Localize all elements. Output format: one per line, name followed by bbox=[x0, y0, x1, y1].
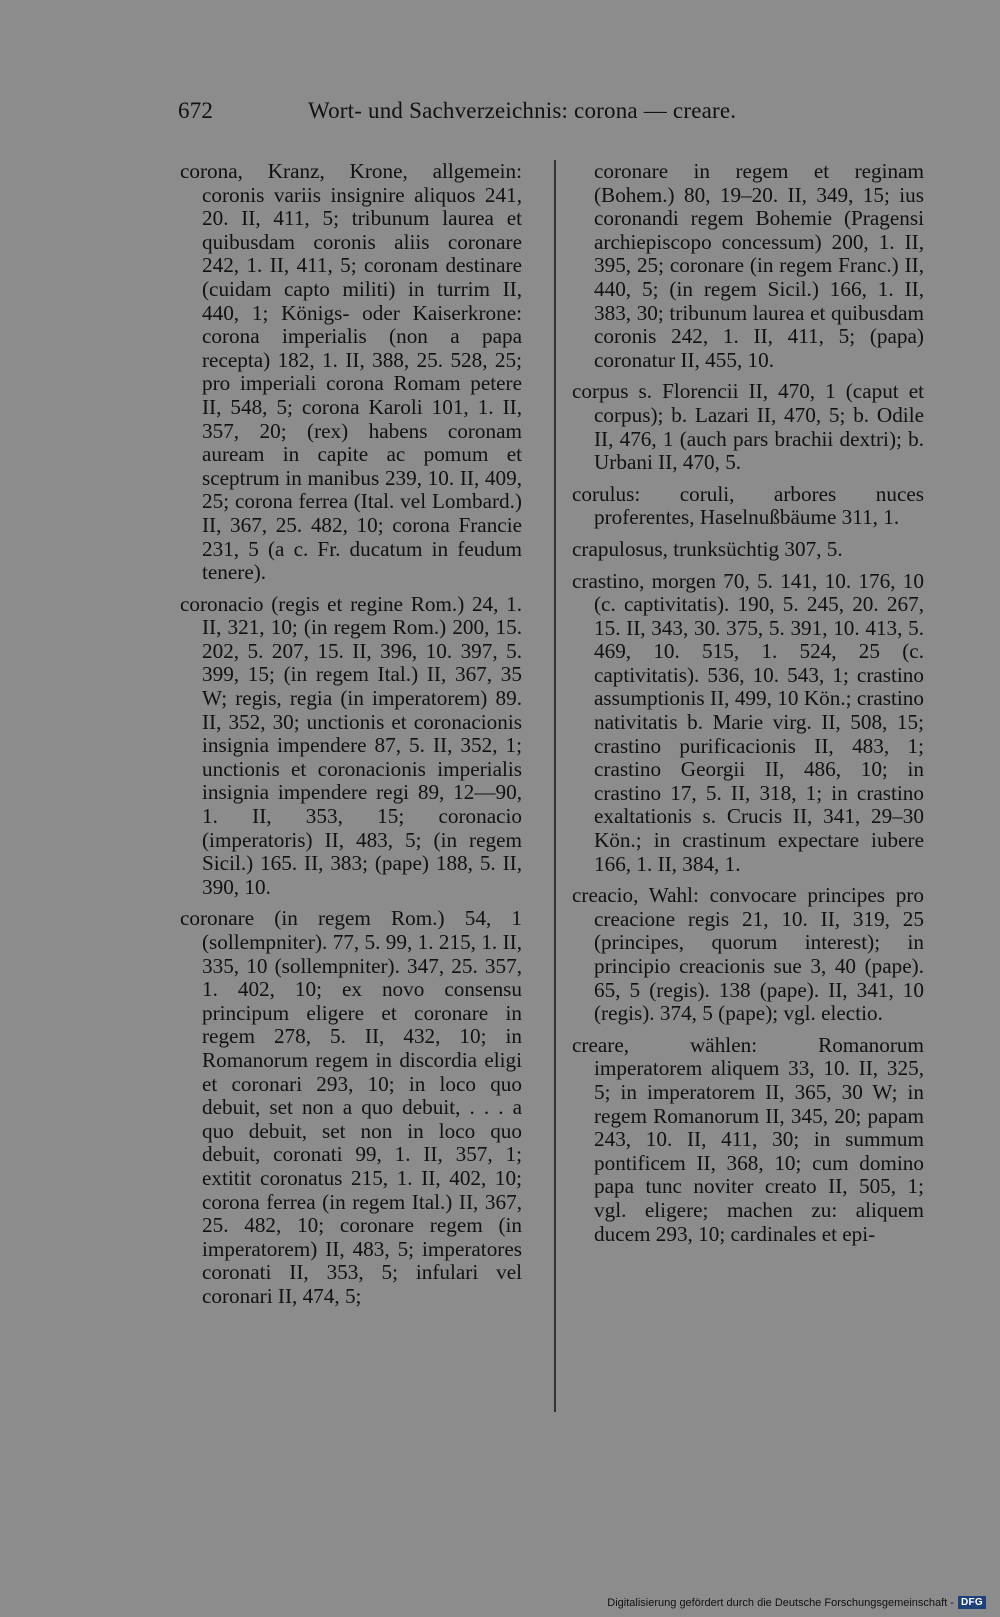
index-entry-corona: corona, Kranz, Krone, allgemein: coronis variis insignire aliquos 241, 20. II, 411, 5; tribunum laurea et quibusdam coronis aliis coronare 242, 1. II, 411, 5; coronam destinare (cuidam capto militi) in turrim II, 440, 1; Königs- oder Kaiserkrone: corona imperialis (non a papa recepta) 182, 1. II, 388, 25. 528, 25; pro imperiali corona Romam petere II, 548, 5; corona Karoli 101, 1. II, 357, 20; (rex) habens coronam auream in capite ac pomum et sceptrum in manibus 239, 10. II, 409, 25; corona ferrea (Ital. vel Lombard.) II, 367, 25. 482, 10; corona Francie 231, 5 (a c. Fr. ducatum in feudum tenere). bbox=[180, 159, 522, 585]
index-entry-creacio: creacio, Wahl: convocare principes pro creacione regis 21, 10. II, 319, 25 (principes, quorum interest); in principio creacionis sue 3, 40 (pape). 65, 5 (regis). 138 (pape). II, 341, 10 (regis). 374, 5 (pape); vgl. electio. bbox=[572, 883, 924, 1026]
index-entry-coronare-continued: coronare in regem et reginam (Bohem.) 80, 19–20. II, 349, 15; ius coronandi regem Bohemie (Pragensi archiepiscopo concessum) 200, 1. II, 395, 25; coronare (in regem Franc.) II, 440, 5; (in regem Sicil.) 166, 1. II, 383, 30; tribunum laurea et quibusdam coronis 242, 1. II, 411, 5; (papa) coronatur II, 455, 10. bbox=[594, 159, 924, 372]
index-entry-corpus: corpus s. Florencii II, 470, 1 (caput et corpus); b. Lazari II, 470, 5; b. Odile II, 476, 1 (auch pars brachii dextri); b. Urbani II, 470, 5. bbox=[572, 379, 924, 475]
index-entry-crastino: crastino, morgen 70, 5. 141, 10. 176, 10 (c. captivitatis). 190, 5. 245, 20. 267, 15. II, 343, 30. 375, 5. 391, 10. 413, 5. 469, 10. 515, 1. 524, 25 (c. captivitatis). 536, 10. 543, 1; crastino assumptionis II, 499, 10 Kön.; crastino nativitatis b. Marie virg. II, 508, 15; crastino purificacionis II, 483, 1; crastino Georgii II, 486, 10; in crastino 17, 5. II, 318, 1; in crastino exaltationis s. Crucis II, 341, 29–30 Kön.; in crastinum expectare iubere 166, 1. II, 384, 1. bbox=[572, 568, 924, 876]
page-number: 672 bbox=[178, 98, 214, 123]
footer-text: Digitalisierung gefördert durch die Deutsche Forschungsgemeinschaft - bbox=[607, 1596, 954, 1609]
column-divider bbox=[554, 160, 556, 1412]
index-entry-coronacio: coronacio (regis et regine Rom.) 24, 1. II, 321, 10; (in regem Rom.) 200, 15. 202, 5. 207, 15. II, 396, 10. 397, 5. 399, 15; (in regem Ital.) II, 367, 35 W; regis, regia (in imperatorem) 89. II, 352, 30; unctionis et coronacionis insignia impendere 87, 5. II, 352, 1; unctionis et coronacionis imperialis insignia impendere regi 89, 12—90, 1. II, 353, 15; coronacio (imperatoris) II, 483, 5; (in regem Sicil.) 165. II, 383; (pape) 188, 5. II, 390, 10. bbox=[180, 591, 522, 899]
right-column bbox=[572, 160, 924, 1254]
dfg-logo: DFG bbox=[958, 1596, 986, 1609]
page-title: Wort- und Sachverzeichnis: corona — creare. bbox=[308, 98, 737, 123]
funding-footer bbox=[607, 1596, 986, 1609]
index-entry-crapulosus: crapulosus, trunksüchtig 307, 5. bbox=[572, 536, 843, 561]
index-entry-corulus: corulus: coruli, arbores nuces proferentes, Haselnußbäume 311, 1. bbox=[572, 481, 924, 530]
index-entry-coronare: coronare (in regem Rom.) 54, 1 (sollempniter). 77, 5. 99, 1. 215, 1. II, 335, 10 (sollempniter). 347, 25. 357, 1. 402, 10; ex novo consensu principum eligere et coronare in regem 278, 5. II, 432, 10; in Romanorum regem in discordia eligi et coronari 293, 10; in loco quo debuit, set non a quo debuit, . . . a quo debuit, set non in loco quo debuit, coronati 99, 1. II, 357, 1; extitit coronatus 215, 1. II, 402, 10; corona ferrea (in regem Ital.) II, 367, 25. 482, 10; coronare regem (in imperatorem) II, 483, 5; imperatores coronati II, 353, 5; infulari vel coronari II, 474, 5; bbox=[180, 906, 522, 1308]
index-entry-creare: creare, wählen: Romanorum imperatorem aliquem 33, 10. II, 325, 5; in imperatorem II, 365, 30 W; in regem Romanorum II, 345, 20; papam 243, 10. II, 411, 30; in summum pontificem II, 368, 10; cum domino papa tunc noviter creato II, 505, 1; vgl. eligere; machen zu: aliquem ducem 293, 10; cardinales et epi- bbox=[572, 1032, 924, 1246]
left-column bbox=[180, 160, 522, 1317]
